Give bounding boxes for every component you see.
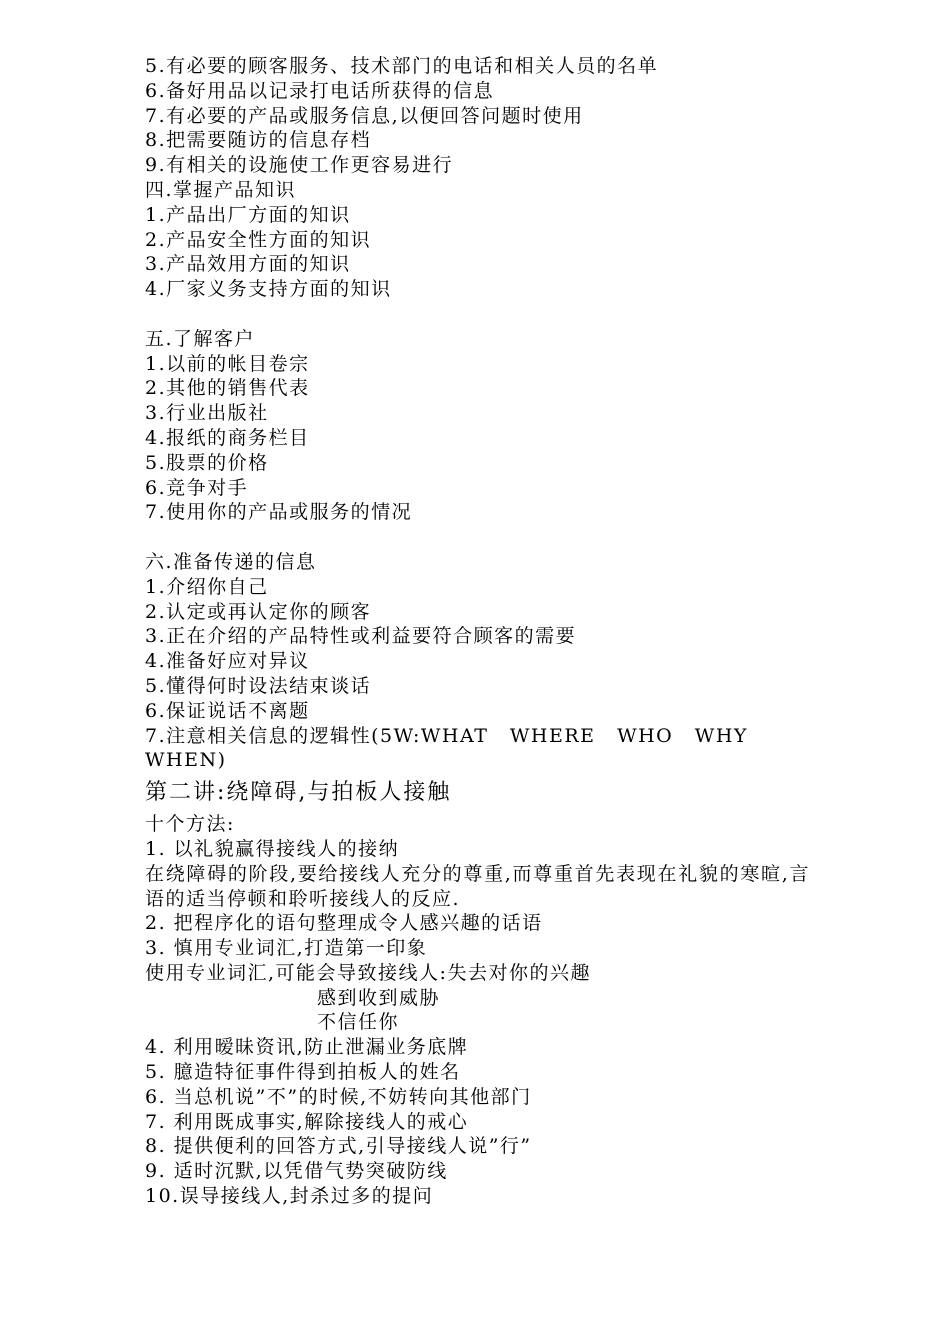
methods-intro: 十个方法: (145, 813, 235, 836)
list-item: 7.有必要的产品或服务信息,以便回答问题时使用 (145, 104, 584, 127)
list-item: 8. 提供便利的回答方式,引导接线人说”行” (145, 1135, 532, 1158)
list-item: 6.保证说话不离题 (145, 699, 310, 722)
spacer (145, 525, 810, 550)
list-item: 2.认定或再认定你的顾客 (145, 600, 372, 623)
list-item: 9. 适时沉默,以凭借气势突破防线 (145, 1160, 448, 1183)
list-item: 7.注意相关信息的逻辑性(5W:WHAT WHERE WHO WHY WHEN) (145, 724, 748, 772)
list-item: 5.懂得何时设法结束谈话 (145, 674, 372, 697)
list-item: 10.误导接线人,封杀过多的提问 (145, 1185, 434, 1208)
list-item: 3.产品效用方面的知识 (145, 253, 351, 276)
section-heading: 五.了解客户 (145, 327, 256, 350)
list-item: 3.行业出版社 (145, 402, 269, 425)
list-item: 7. 利用既成事实,解除接线人的戒心 (145, 1110, 469, 1133)
section-heading: 六.准备传递的信息 (145, 550, 317, 573)
list-item: 2. 把程序化的语句整理成令人感兴趣的话语 (145, 912, 543, 935)
list-item: 5.股票的价格 (145, 451, 269, 474)
list-item: 3. 慎用专业词汇,打造第一印象 (145, 937, 428, 960)
list-item: 8.把需要随访的信息存档 (145, 129, 372, 152)
list-item: 5. 臆造特征事件得到拍板人的姓名 (145, 1061, 461, 1084)
list-item: 4.厂家义务支持方面的知识 (145, 278, 392, 301)
list-item: 5.有必要的顾客服务、技术部门的电话和相关人员的名单 (145, 55, 659, 77)
paragraph: 使用专业词汇,可能会导致接线人:失去对你的兴趣 (145, 961, 591, 984)
list-item: 4.准备好应对异议 (145, 650, 310, 673)
document-page (145, 54, 810, 1209)
paragraph: 在绕障碍的阶段,要给接线人充分的尊重,而尊重首先表现在礼貌的寒暄,言语的适当停顿和聆听接线人的反应. (145, 862, 810, 910)
list-item: 1. 以礼貌赢得接线人的接纳 (145, 837, 400, 860)
list-item: 7.使用你的产品或服务的情况 (145, 501, 413, 524)
lecture-title: 第二讲:绕障碍,与拍板人接触 (145, 780, 452, 806)
list-item: 4. 利用暧昧资讯,防止泄漏业务底牌 (145, 1036, 469, 1059)
list-item: 1.以前的帐目卷宗 (145, 352, 310, 375)
list-item: 6.备好用品以记录打电话所获得的信息 (145, 79, 495, 102)
list-item: 2.其他的销售代表 (145, 377, 310, 400)
list-item: 6.竞争对手 (145, 476, 249, 499)
list-item: 1.产品出厂方面的知识 (145, 203, 351, 226)
sub-item: 感到收到威胁 (317, 986, 441, 1009)
list-item: 9.有相关的设施使工作更容易进行 (145, 154, 454, 177)
list-item: 3.正在介绍的产品特性或利益要符合顾客的需要 (145, 625, 577, 648)
sub-item: 不信任你 (317, 1011, 400, 1034)
spacer (145, 302, 810, 327)
list-item: 4.报纸的商务栏目 (145, 426, 310, 449)
list-item: 1.介绍你自己 (145, 575, 269, 598)
list-item: 2.产品安全性方面的知识 (145, 228, 372, 251)
list-item: 6. 当总机说”不”的时候,不妨转向其他部门 (145, 1085, 532, 1108)
section-heading: 四.掌握产品知识 (145, 178, 297, 201)
